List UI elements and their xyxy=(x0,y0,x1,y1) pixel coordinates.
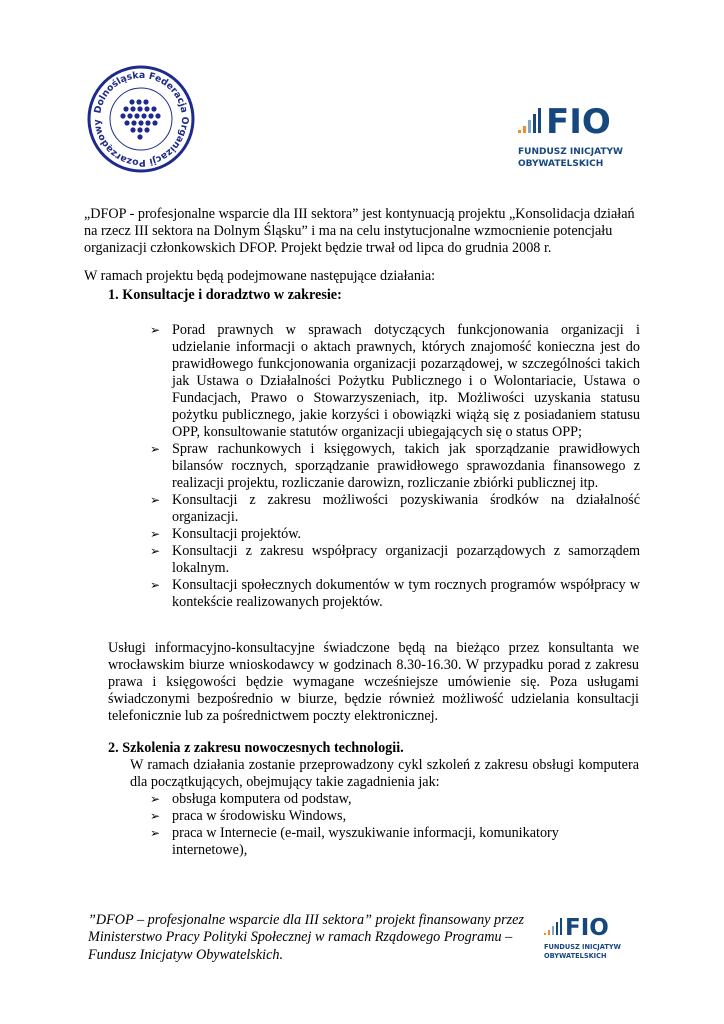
section2-list xyxy=(150,791,590,859)
arrow-bullet-icon: ➢ xyxy=(150,792,161,806)
intro-paragraph: „DFOP - profesjonalne wsparcie dla III sektora” jest kontynuacją projektu „Konsolidacja działań na rzecz III sektora na Dolnym Śląsku” i ma na celu instytucjonalne wzmocnienie potencjału organizacji członkowskich DFOP. Projekt będzie trwał od lipca do grudnia 2008 r. xyxy=(84,206,635,256)
fio-bars-icon xyxy=(544,918,562,935)
list-item: ➢ Konsultacji społecznych dokumentów w tym rocznych programów współpracy w kontekście realizowanych projektów. xyxy=(150,577,640,610)
arrow-bullet-icon: ➢ xyxy=(150,544,161,558)
section1-heading: 1. Konsultacje i doradztwo w zakresie: xyxy=(108,287,342,303)
arrow-bullet-icon: ➢ xyxy=(150,442,161,456)
arrow-bullet-icon: ➢ xyxy=(150,323,161,337)
list-item: ➢ Konsultacji projektów. xyxy=(150,526,302,542)
fio-bars-icon xyxy=(518,108,541,133)
list-item: ➢ praca w środowisku Windows, xyxy=(150,808,347,824)
fio-line1: FUNDUSZ INICJATYW xyxy=(544,943,621,951)
arrow-bullet-icon: ➢ xyxy=(150,826,161,840)
list-item: ➢ Porad prawnych w sprawach dotyczących funkcjonowania organizacji i udzielanie informacji o aktach prawnych, których znajomość konieczna jest do prawidłowego funkcjonowania organizacji pozarządowej, w szczególności takich jak Ustawa o Działalności Pożytku Publicznego i o Wolontariacie, Ustawa o Fundacjach, Prawo o Stowarzyszeniach, itp. Możliwości uzyskania statusu pożytku publicznego, jakie korzyści i obowiązki wiążą się z posiadaniem statusu OPP, konsultowanie statutów organizacji ubiegających się o status OPP; xyxy=(150,322,640,440)
arrow-bullet-icon: ➢ xyxy=(150,578,161,592)
dfop-logo xyxy=(86,64,196,174)
list-item: ➢ praca w Internecie (e-mail, wyszukiwanie informacji, komunikatory internetowe), xyxy=(150,825,559,858)
dfop-ring-text: Dolnośląska Federacja Organizacji Pozarządowy xyxy=(91,69,191,169)
fio-line1: FUNDUSZ INICJATYW xyxy=(518,147,623,157)
section2-description: W ramach działania zostanie przeprowadzony cykl szkoleń z zakresu obsługi komputera dla początkujących, obejmujący takie zagadnienia jak: xyxy=(130,757,639,790)
lead-text: W ramach projektu będą podejmowane następujące działania: xyxy=(84,268,436,284)
services-paragraph: Usługi informacyjno-konsultacyjne świadczone będą na bieżąco przez konsultanta we wrocławskim biurze wnioskodawcy w godzinach 8.30-16.30. W przypadku porad z zakresu prawa i księgowości będzie wymagane wcześniejsze umówienie się. Poza usługami świadczonymi bezpośrednio w biurze, będzie również możliwość udzielania konsultacji telefonicznie lub za pośrednictwem poczty elektronicznej. xyxy=(108,640,639,724)
fio-name: FIO xyxy=(565,915,609,941)
arrow-bullet-icon: ➢ xyxy=(150,493,161,507)
arrow-bullet-icon: ➢ xyxy=(150,809,161,823)
section1-list xyxy=(150,322,640,611)
list-item: ➢ Konsultacji z zakresu współpracy organizacji pozarządowych z samorządem lokalnym. xyxy=(150,543,640,576)
fio-line2: OBYWATELSKICH xyxy=(518,159,604,169)
list-item: ➢ Konsultacji z zakresu możliwości pozyskiwania środków na działalność organizacji. xyxy=(150,492,640,525)
footer-note: ”DFOP – profesjonalne wsparcie dla III sektora” projekt finansowany przez Ministerstwo Pracy Polityki Społecznej w ramach Rządowego Programu – Fundusz Inicjatyw Obywatelskich. xyxy=(88,912,524,963)
fio-line2: OBYWATELSKICH xyxy=(544,952,607,960)
fio-logo xyxy=(514,98,624,176)
fio-logo-footer xyxy=(541,912,625,964)
section2-heading: 2. Szkolenia z zakresu nowoczesnych technologii. xyxy=(108,740,404,756)
arrow-bullet-icon: ➢ xyxy=(150,527,161,541)
list-item: ➢ Spraw rachunkowych i księgowych, takich jak sporządzanie prawidłowych bilansów rocznych, sporządzanie prawidłowego sprawozdania finansowego z realizacji projektu, rozliczanie darowizn, rozliczanie zbiórki publicznej itp. xyxy=(150,441,640,491)
list-item: ➢ obsługa komputera od podstaw, xyxy=(150,791,352,807)
fio-name: FIO xyxy=(546,102,611,142)
dfop-dots-icon xyxy=(120,99,160,139)
